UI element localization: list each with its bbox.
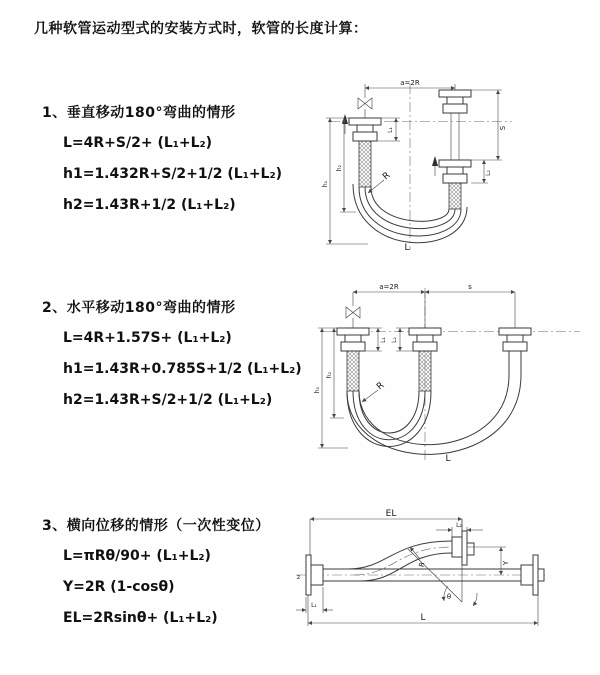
section-3-formula-L: L=πRθ/90+ (L₁+L₂) — [63, 548, 211, 564]
section-1 — [42, 102, 312, 221]
page-title: 几种软管运动型式的安装方式时，软管的长度计算： — [34, 21, 368, 37]
valve-icon — [358, 98, 372, 118]
section-2-formula-L: L=4R+1.57S+ (L₁+L₂) — [63, 330, 232, 346]
dim-label-r: R — [417, 561, 427, 568]
dim-label-y: Y — [502, 560, 510, 566]
flange-upper-right — [452, 531, 474, 565]
dimension-s — [471, 90, 507, 160]
radius-callout — [362, 381, 386, 402]
braided-hose-left — [347, 351, 359, 391]
flange-right — [521, 555, 544, 595]
section-2-heading: 2、水平移动180°弯曲的情形 — [42, 300, 236, 316]
section-2-formula-h2: h2=1.43R+S/2+1/2 (L₁+L₂) — [63, 392, 273, 408]
section-1-formula-h1: h1=1.432R+S/2+1/2 (L₁+L₂) — [63, 166, 283, 182]
dim-label-length: L — [445, 454, 451, 464]
dimension-l2-top — [436, 522, 483, 537]
diagram-lateral-displacement — [296, 503, 596, 643]
axis-mark: z — [297, 574, 301, 581]
section-2-formula-h1: h1=1.43R+0.785S+1/2 (L₁+L₂) — [63, 361, 302, 377]
dim-label-l1: L₁ — [387, 127, 394, 133]
dim-label-h1: h₁ — [314, 386, 321, 394]
dim-label-l2: L₂ — [456, 522, 462, 529]
dimension-a2r — [353, 283, 515, 328]
flange-left — [306, 555, 323, 595]
diagram-vertical-180-bend — [312, 72, 580, 262]
dim-label-h2: h₂ — [336, 164, 343, 172]
dim-label-r: R — [375, 380, 387, 393]
dimension-length — [308, 595, 538, 626]
dim-label-theta: θ — [446, 593, 452, 601]
flange-right-upper — [439, 90, 471, 160]
dim-label-a2r: a=2R — [379, 283, 399, 291]
section-3 — [42, 515, 312, 634]
valve-icon — [346, 307, 360, 328]
hose-u-curves — [347, 375, 521, 454]
dim-label-s: S — [499, 125, 507, 131]
dim-label-el: EL — [385, 509, 397, 519]
dimension-el — [310, 509, 462, 555]
flange-right-moved — [499, 328, 531, 375]
section-1-formula-L: L=4R+S/2+ (L₁+L₂) — [63, 135, 213, 151]
dimension-h2 — [326, 118, 356, 212]
dim-label-h2: h₂ — [326, 371, 333, 379]
braided-hose-right — [449, 183, 461, 209]
dim-label-l1: L₁ — [380, 337, 387, 343]
dim-label-length: L — [404, 243, 410, 253]
flange-right-lower — [439, 160, 471, 209]
flange-middle — [409, 328, 441, 391]
dim-label-shift: s — [468, 283, 472, 291]
braided-hose-left — [359, 141, 371, 187]
movement-arrow-right — [432, 156, 438, 176]
dim-label-h1: h₁ — [322, 180, 329, 188]
dimension-l2 — [471, 160, 492, 183]
dim-label-l2: L₂ — [485, 170, 492, 176]
radius-callout — [368, 171, 392, 193]
dimension-shift-s — [425, 283, 515, 292]
braided-hose-middle — [419, 351, 431, 391]
dim-label-a2r: a=2R — [400, 79, 420, 87]
section-1-formula-h2: h2=1.43R+1/2 (L₁+L₂) — [63, 197, 236, 213]
dim-label-r: R — [381, 170, 393, 183]
section-2 — [42, 297, 312, 416]
diagram-horizontal-180-bend — [308, 280, 596, 465]
dim-label-l1: L₁ — [311, 602, 317, 609]
movement-arrow-left — [342, 114, 348, 134]
dim-label-length: L — [420, 613, 426, 623]
dim-label-l2: L₂ — [391, 337, 398, 343]
section-3-formula-EL: EL=2Rsinθ+ (L₁+L₂) — [63, 610, 218, 626]
section-3-heading: 3、横向位移的情形（一次性变位） — [42, 518, 270, 534]
flange-left — [349, 118, 381, 187]
section-3-formula-Y: Y=2R (1-cosθ) — [63, 579, 175, 595]
flange-left — [337, 328, 369, 391]
section-1-heading: 1、垂直移动180°弯曲的情形 — [42, 105, 236, 121]
dimension-l1-left — [296, 587, 333, 613]
